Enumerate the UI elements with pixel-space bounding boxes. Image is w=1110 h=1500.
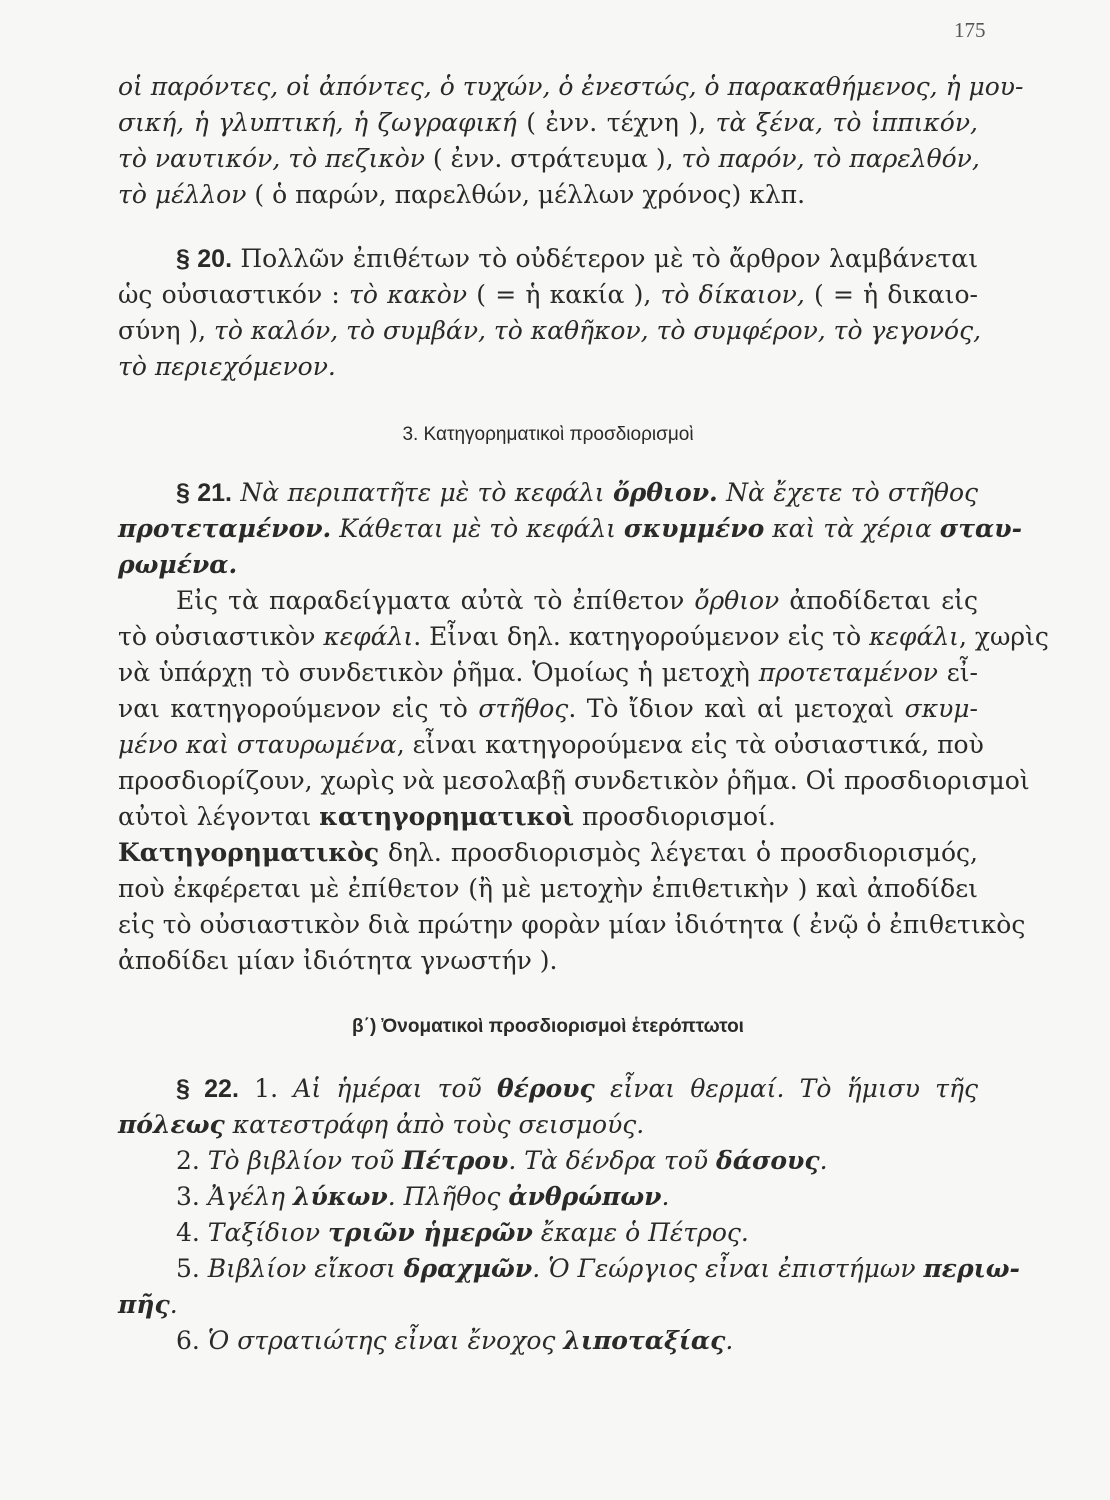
text-span: κατηγορηματικοὶ [319, 802, 575, 831]
text-line [118, 316, 982, 346]
text-span: προσδιορισμοί. [574, 802, 776, 831]
text-span: ( ἐνν. στράτευμα ), [424, 144, 682, 173]
text-span: δηλ. προσδιορισμὸς λέγεται ὁ προσδιορισμός, [379, 838, 978, 867]
text-span: τὸ καλόν, τὸ συμβάν, τὸ καθῆκον, τὸ συμφέρον, τὸ γεγονός, [214, 316, 982, 345]
text-span: ἔκαμε ὁ Πέτρος. [532, 1218, 749, 1247]
text-span: . [661, 1182, 670, 1211]
text-span: , εἶναι κατηγορούμενα εἰς τὰ οὐσιαστικά, ποὺ [396, 730, 984, 759]
text-span: ὄρθιον. [612, 478, 718, 507]
text-span: Βιβλίον εἴκοσι [199, 1254, 404, 1283]
text-span: τὸ ναυτικόν, τὸ πεζικὸν [118, 144, 425, 173]
text-span: ( = ἡ κακία ), [467, 280, 661, 309]
text-span: . [819, 1146, 828, 1175]
text-span: προσδιορίζουν, χωρὶς νὰ μεσολαβῇ συνδετικὸν ῥῆμα. Οἱ προσδιορισμοὶ [118, 766, 1030, 795]
list-item [176, 1218, 978, 1248]
text-span: Νὰ ἔχετε τὸ στῆθος [717, 478, 978, 507]
text-line [118, 766, 1030, 796]
text-span: καὶ τὰ χέρια [764, 514, 940, 543]
text-line [118, 874, 978, 904]
text-span: Πέτρου [402, 1146, 509, 1175]
text-span: . Πλῆθος [387, 1182, 509, 1211]
list-item [176, 1146, 978, 1176]
section-number: § 20. [176, 245, 233, 273]
text-span: ( ὁ παρών, παρελθών, μέλλων χρόνος) κλπ. [246, 180, 806, 209]
text-span: αὐτοὶ λέγονται [118, 802, 320, 831]
text-span: τὸ κακὸν [349, 280, 468, 309]
text-line [118, 280, 978, 310]
text-line [118, 72, 1024, 102]
text-line [118, 514, 1023, 544]
text-span: Πολλῶν ἐπιθέτων τὸ οὐδέτερον μὲ τὸ ἄρθρον λαμβάνεται [232, 244, 978, 273]
text-line [118, 946, 978, 976]
text-span: κατεστράφη ἀπὸ τοὺς σεισμούς. [224, 1110, 645, 1139]
item-number: 3. [176, 1182, 200, 1211]
list-item [176, 1326, 978, 1356]
item-number: 5. [176, 1254, 200, 1283]
text-line [118, 1290, 978, 1320]
section-number: § 22. [176, 1075, 239, 1103]
text-span: 1. [238, 1074, 294, 1103]
text-line [118, 694, 978, 724]
text-span: πόλεως [118, 1110, 225, 1139]
text-span: ναι κατηγορούμενον εἰς τὸ [118, 694, 479, 723]
subsection-heading: β΄) Ὀνοματικοὶ προσδιορισμοὶ ἑτερόπτωτοι [352, 1016, 744, 1037]
text-span: . Τὸ ἴδιον καὶ αἱ μετοχαὶ [568, 694, 905, 723]
item-number: 2. [176, 1146, 200, 1175]
text-span: τὸ οὐσιαστικὸν [118, 622, 324, 651]
text-span: τὸ δίκαιον, [660, 280, 805, 309]
text-span: ποὺ ἐκφέρεται μὲ ἐπίθετον (ἢ μὲ μετοχὴν ἐπιθετικὴν ) καὶ ἀποδίδει [118, 874, 978, 903]
section-number: § 21. [176, 479, 233, 507]
text-span: τὸ περιεχόμενον. [118, 352, 336, 381]
text-span: Κάθεται μὲ τὸ κεφάλι [331, 514, 624, 543]
text-line [118, 550, 978, 580]
text-span: σική, ἡ γλυπτική, ἡ ζωγραφική [118, 108, 517, 137]
text-span: θέρους [497, 1074, 595, 1103]
page-number: 175 [954, 18, 986, 42]
text-span: τὸ παρόν, τὸ παρελθόν, [681, 144, 980, 173]
text-span: σκυμμένο [623, 514, 765, 543]
text-line [118, 622, 1049, 652]
text-line [176, 244, 978, 274]
text-span: πῆς [118, 1290, 170, 1319]
text-span: Εἰς τὰ παραδείγματα αὐτὰ τὸ ἐπίθετον [176, 586, 695, 615]
text-span: κεφάλι [323, 622, 414, 651]
text-span: τὸ μέλλον [118, 180, 247, 209]
text-span: Τὸ ἥμισυ τῆς [784, 1074, 978, 1103]
text-span: σύνη ), [118, 316, 215, 345]
section-heading: 3. Κατηγορηματικοὶ προσδιορισμοὶ [402, 424, 694, 445]
text-span: ὄρθιον [694, 586, 780, 615]
item-number: 4. [176, 1218, 200, 1247]
text-span: ( ἐνν. τέχνη ), [516, 108, 716, 137]
text-span: τὰ ξένα, τὸ ἱππικόν, [715, 108, 978, 137]
text-span: νὰ ὑπάρχῃ τὸ συνδετικὸν ῥῆμα. Ὁμοίως ἡ μετοχὴ [118, 658, 759, 687]
text-span: προτεταμένον [758, 658, 938, 687]
text-span: εἶναι θερμαί. [594, 1074, 785, 1103]
text-span: ἀποδίδεται εἰς [779, 586, 978, 615]
text-span: Νὰ περιπατῆτε μὲ τὸ κεφάλι [232, 478, 613, 507]
list-item [176, 1182, 978, 1212]
text-span: ρωμένα. [118, 550, 238, 579]
text-line [118, 658, 978, 688]
text-span: προτεταμένον. [118, 514, 332, 543]
text-span: περιω- [923, 1254, 1020, 1283]
text-span: Ὁ στρατιώτης εἶναι ἔνοχος [199, 1326, 564, 1355]
text-span: Κατηγορηματικὸς [118, 838, 380, 867]
text-span: δάσους [716, 1146, 820, 1175]
text-span: ἀνθρώπων [508, 1182, 662, 1211]
text-span: . [169, 1290, 178, 1319]
list-item [176, 1254, 1020, 1284]
text-span: ὡς οὐσιαστικόν : [118, 280, 350, 309]
text-span: σκυμ- [904, 694, 978, 723]
text-span: ( = ἡ δικαιο- [804, 280, 978, 309]
text-span: κεφάλι [869, 622, 959, 651]
text-span: σταυ- [939, 514, 1023, 543]
text-span: ἀποδίδει μίαν ἰδιότητα γνωστήν ). [118, 946, 558, 975]
text-span: λιποταξίας [563, 1326, 726, 1355]
text-span: λύκων [293, 1182, 388, 1211]
text-line [176, 478, 978, 508]
text-span: μένο καὶ σταυρωμένα [118, 730, 397, 759]
text-span: οἱ παρόντες, οἱ ἀπόντες, ὁ τυχών, ὁ ἐνεστώς, ὁ παρακαθήμενος, ἡ μου- [118, 72, 1024, 101]
text-span: . Ὁ Γεώργιος εἶναι ἐπιστήμων [532, 1254, 924, 1283]
text-line [118, 180, 978, 210]
text-line [118, 144, 978, 174]
text-span: . Τὰ δένδρα τοῦ [508, 1146, 717, 1175]
text-span: εἰς τὸ οὐσιαστικὸν διὰ πρώτην φορὰν μίαν ἰδιότητα ( ἐνῷ ὁ ἐπιθετικὸς [118, 910, 1026, 939]
text-span: Ταξίδιον [199, 1218, 328, 1247]
text-line [118, 910, 1026, 940]
text-span: εἶ- [937, 658, 978, 687]
text-span: . Εἶναι δηλ. κατηγορούμενον εἰς τὸ [413, 622, 870, 651]
text-span: δραχμῶν [403, 1254, 533, 1283]
text-span: , χωρὶς [958, 622, 1049, 651]
text-span: . [725, 1326, 734, 1355]
text-span: Τὸ βιβλίον τοῦ [199, 1146, 403, 1175]
text-line [118, 352, 978, 382]
text-span: Αἱ ἡμέραι τοῦ [293, 1074, 497, 1103]
text-span: Ἀγέλη [199, 1182, 293, 1211]
text-span: τριῶν ἡμερῶν [327, 1218, 533, 1247]
text-line [118, 108, 978, 138]
text-line [118, 730, 984, 760]
text-line [176, 1074, 978, 1104]
text-span: στῆθος [478, 694, 569, 723]
item-number: 6. [176, 1326, 200, 1355]
text-line [118, 1110, 978, 1140]
text-line [176, 586, 978, 616]
text-line [118, 802, 978, 832]
text-line [118, 838, 978, 868]
